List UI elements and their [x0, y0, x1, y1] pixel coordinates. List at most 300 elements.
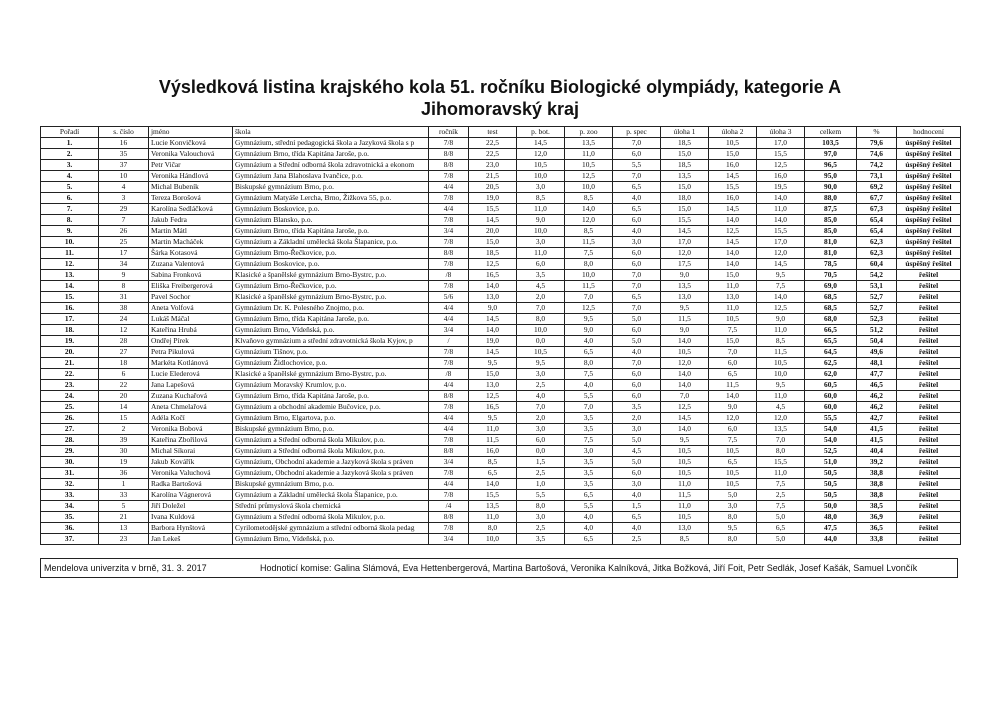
cell-task-2: 8,0 [709, 512, 757, 523]
table-row [41, 391, 961, 402]
cell-total: 88,0 [805, 193, 857, 204]
cell-name: Lukáš Máčal [149, 314, 233, 325]
cell-id: 39 [99, 435, 149, 446]
cell-p-spec: 4,0 [613, 193, 661, 204]
cell-rating: řešitel [897, 303, 961, 314]
cell-percent: 50,4 [857, 336, 897, 347]
cell-p-bot: 11,0 [517, 204, 565, 215]
cell-percent: 38,8 [857, 479, 897, 490]
cell-percent: 67,3 [857, 204, 897, 215]
cell-id: 12 [99, 325, 149, 336]
cell-id: 24 [99, 314, 149, 325]
cell-task-1: 13,0 [661, 292, 709, 303]
cell-task-3: 13,5 [757, 424, 805, 435]
cell-percent: 51,2 [857, 325, 897, 336]
cell-total: 87,5 [805, 204, 857, 215]
cell-total: 54,0 [805, 435, 857, 446]
cell-task-2: 13,0 [709, 292, 757, 303]
cell-p-spec: 2,5 [613, 534, 661, 545]
table-row [41, 226, 961, 237]
cell-task-3: 5,0 [757, 512, 805, 523]
cell-rating: řešitel [897, 336, 961, 347]
cell-id: 2 [99, 424, 149, 435]
cell-task-1: 11,0 [661, 501, 709, 512]
cell-percent: 49,6 [857, 347, 897, 358]
cell-task-2: 14,0 [709, 215, 757, 226]
cell-task-2: 11,0 [709, 303, 757, 314]
cell-name: Jiří Doležel [149, 501, 233, 512]
cell-p-zoo: 5,5 [565, 501, 613, 512]
cell-p-zoo: 12,0 [565, 215, 613, 226]
table-row [41, 358, 961, 369]
cell-grade: 7/8 [429, 468, 469, 479]
cell-rank: 27. [41, 424, 99, 435]
cell-task-3: 9,5 [757, 270, 805, 281]
cell-grade: 7/8 [429, 281, 469, 292]
cell-rating: úspěšný řešitel [897, 138, 961, 149]
column-header-test: test [469, 127, 517, 138]
cell-p-zoo: 8,0 [565, 358, 613, 369]
cell-task-2: 8,0 [709, 534, 757, 545]
cell-p-bot: 8,0 [517, 501, 565, 512]
cell-school: Gymnázium Matyáše Lercha, Brno, Žižkova 55, p.o. [233, 193, 429, 204]
cell-school: Biskupské gymnázium Brno, p.o. [233, 182, 429, 193]
cell-id: 6 [99, 369, 149, 380]
cell-rank: 25. [41, 402, 99, 413]
table-row [41, 138, 961, 149]
cell-task-3: 14,0 [757, 193, 805, 204]
cell-total: 62,5 [805, 358, 857, 369]
cell-p-spec: 6,0 [613, 248, 661, 259]
cell-task-1: 12,0 [661, 248, 709, 259]
cell-total: 62,0 [805, 369, 857, 380]
cell-percent: 60,4 [857, 259, 897, 270]
cell-task-3: 14,0 [757, 215, 805, 226]
cell-rank: 33. [41, 490, 99, 501]
cell-task-1: 14,0 [661, 424, 709, 435]
table-row [41, 501, 961, 512]
cell-id: 10 [99, 171, 149, 182]
cell-p-bot: 12,0 [517, 149, 565, 160]
cell-school: Gymnázium a Střední odborná škola zdravotnická a ekonom [233, 160, 429, 171]
cell-grade: / [429, 336, 469, 347]
cell-name: Ivana Kuldová [149, 512, 233, 523]
cell-p-spec: 6,0 [613, 259, 661, 270]
cell-name: Petra Pikulová [149, 347, 233, 358]
column-header-grade: ročník [429, 127, 469, 138]
cell-grade: 7/8 [429, 215, 469, 226]
cell-percent: 54,2 [857, 270, 897, 281]
table-row [41, 259, 961, 270]
cell-name: Aneta Chmelařová [149, 402, 233, 413]
cell-p-spec: 7,0 [613, 270, 661, 281]
cell-task-2: 11,0 [709, 281, 757, 292]
cell-rank: 28. [41, 435, 99, 446]
cell-task-3: 8,5 [757, 336, 805, 347]
cell-total: 95,0 [805, 171, 857, 182]
cell-total: 81,0 [805, 248, 857, 259]
cell-task-1: 11,5 [661, 490, 709, 501]
cell-percent: 79,6 [857, 138, 897, 149]
cell-test: 9,5 [469, 413, 517, 424]
cell-name: Veronika Bobová [149, 424, 233, 435]
cell-rating: úspěšný řešitel [897, 182, 961, 193]
cell-task-2: 14,5 [709, 204, 757, 215]
cell-id: 38 [99, 303, 149, 314]
cell-p-zoo: 7,5 [565, 435, 613, 446]
cell-p-bot: 4,0 [517, 391, 565, 402]
cell-rank: 1. [41, 138, 99, 149]
cell-rating: úspěšný řešitel [897, 149, 961, 160]
table-row [41, 402, 961, 413]
table-row [41, 281, 961, 292]
table-row [41, 523, 961, 534]
cell-task-1: 17,5 [661, 259, 709, 270]
cell-p-zoo: 3,5 [565, 424, 613, 435]
cell-p-bot: 14,5 [517, 138, 565, 149]
cell-task-3: 11,0 [757, 204, 805, 215]
cell-test: 19,0 [469, 336, 517, 347]
cell-grade: 4/4 [429, 413, 469, 424]
cell-percent: 62,3 [857, 237, 897, 248]
cell-school: Gymnázium a obchodní akademie Bučovice, p.o. [233, 402, 429, 413]
cell-p-zoo: 4,0 [565, 336, 613, 347]
column-header-p-spec: p. spec [613, 127, 661, 138]
cell-school: Gymnázium Brno, třída Kapitána Jaroše, p.o. [233, 314, 429, 325]
cell-school: Biskupské gymnázium Brno, p.o. [233, 424, 429, 435]
cell-p-bot: 7,0 [517, 402, 565, 413]
cell-id: 37 [99, 160, 149, 171]
cell-p-spec: 3,0 [613, 237, 661, 248]
cell-school: Gymnázium Brno, třída Kapitána Jaroše, p.o. [233, 226, 429, 237]
cell-rating: řešitel [897, 391, 961, 402]
cell-rank: 3. [41, 160, 99, 171]
cell-total: 66,5 [805, 325, 857, 336]
cell-task-3: 6,5 [757, 523, 805, 534]
cell-id: 9 [99, 270, 149, 281]
cell-id: 33 [99, 490, 149, 501]
cell-rating: řešitel [897, 424, 961, 435]
cell-task-2: 15,0 [709, 149, 757, 160]
cell-p-spec: 5,5 [613, 160, 661, 171]
column-header-name: jméno [149, 127, 233, 138]
cell-percent: 74,6 [857, 149, 897, 160]
cell-total: 55,5 [805, 413, 857, 424]
cell-rating: řešitel [897, 380, 961, 391]
table-row [41, 457, 961, 468]
table-row [41, 204, 961, 215]
column-header-task-1: úloha 1 [661, 127, 709, 138]
cell-grade: 7/8 [429, 402, 469, 413]
cell-rating: řešitel [897, 281, 961, 292]
cell-id: 1 [99, 479, 149, 490]
cell-percent: 41,5 [857, 435, 897, 446]
cell-percent: 74,2 [857, 160, 897, 171]
cell-school: Gymnázium Brno, třída Kapitána Jaroše, p.o. [233, 391, 429, 402]
cell-grade: /8 [429, 270, 469, 281]
cell-name: Jan Lekeš [149, 534, 233, 545]
cell-name: Zuzana Valentová [149, 259, 233, 270]
cell-p-bot: 2,0 [517, 292, 565, 303]
cell-school: Gymnázium Brno, Elgartova, p.o. [233, 413, 429, 424]
table-row [41, 490, 961, 501]
cell-total: 68,5 [805, 292, 857, 303]
cell-rating: úspěšný řešitel [897, 204, 961, 215]
cell-p-zoo: 11,5 [565, 281, 613, 292]
table-row [41, 160, 961, 171]
cell-name: Petr Vičar [149, 160, 233, 171]
cell-percent: 62,3 [857, 248, 897, 259]
cell-test: 15,5 [469, 204, 517, 215]
cell-task-3: 7,5 [757, 281, 805, 292]
cell-name: Radka Bartošová [149, 479, 233, 490]
cell-p-bot: 4,5 [517, 281, 565, 292]
cell-id: 4 [99, 182, 149, 193]
cell-name: Barbora Hynštová [149, 523, 233, 534]
cell-p-zoo: 3,5 [565, 479, 613, 490]
cell-school: Gymnázium, Obchodní akademie a Jazyková škola s práven [233, 468, 429, 479]
column-header-percent: % [857, 127, 897, 138]
cell-name: Michal Bubeník [149, 182, 233, 193]
cell-task-3: 14,5 [757, 259, 805, 270]
cell-p-spec: 4,5 [613, 446, 661, 457]
cell-percent: 36,5 [857, 523, 897, 534]
cell-p-zoo: 8,5 [565, 226, 613, 237]
cell-task-3: 15,5 [757, 149, 805, 160]
cell-school: Střední průmyslová škola chemická [233, 501, 429, 512]
column-header-p-bot: p. bot. [517, 127, 565, 138]
table-row [41, 380, 961, 391]
cell-task-2: 9,0 [709, 402, 757, 413]
cell-rank: 26. [41, 413, 99, 424]
cell-total: 70,5 [805, 270, 857, 281]
table-row [41, 237, 961, 248]
cell-task-1: 9,5 [661, 303, 709, 314]
cell-school: Klasické a španělské gymnázium Brno-Bystrc, p.o. [233, 270, 429, 281]
cell-task-1: 10,5 [661, 468, 709, 479]
cell-p-bot: 10,5 [517, 160, 565, 171]
cell-task-3: 8,0 [757, 446, 805, 457]
cell-rating: řešitel [897, 512, 961, 523]
cell-total: 60,0 [805, 402, 857, 413]
cell-rank: 17. [41, 314, 99, 325]
cell-task-1: 18,5 [661, 138, 709, 149]
cell-school: Gymnázium Brno-Řečkovice, p.o. [233, 248, 429, 259]
column-header-total: celkem [805, 127, 857, 138]
cell-id: 8 [99, 281, 149, 292]
cell-grade: 5/6 [429, 292, 469, 303]
cell-percent: 42,7 [857, 413, 897, 424]
cell-p-spec: 3,0 [613, 424, 661, 435]
cell-p-spec: 6,0 [613, 380, 661, 391]
cell-total: 48,0 [805, 512, 857, 523]
cell-name: Sabina Fronková [149, 270, 233, 281]
cell-total: 51,0 [805, 457, 857, 468]
cell-id: 7 [99, 215, 149, 226]
table-row [41, 270, 961, 281]
cell-name: Michal Síkorai [149, 446, 233, 457]
cell-percent: 65,4 [857, 215, 897, 226]
cell-test: 11,0 [469, 512, 517, 523]
cell-grade: 8/8 [429, 446, 469, 457]
cell-p-bot: 1,5 [517, 457, 565, 468]
cell-rating: úspěšný řešitel [897, 248, 961, 259]
cell-p-zoo: 6,5 [565, 347, 613, 358]
cell-percent: 52,7 [857, 303, 897, 314]
cell-total: 64,5 [805, 347, 857, 358]
cell-task-1: 9,0 [661, 270, 709, 281]
cell-school: Gymnázium, Obchodní akademie a Jazyková škola s práven [233, 457, 429, 468]
cell-test: 20,0 [469, 226, 517, 237]
footer-venue-date: Mendelova univerzita v brně, 31. 3. 2017 [44, 563, 207, 573]
cell-task-1: 7,0 [661, 391, 709, 402]
cell-test: 18,5 [469, 248, 517, 259]
cell-p-zoo: 3,0 [565, 446, 613, 457]
cell-percent: 39,2 [857, 457, 897, 468]
cell-id: 23 [99, 534, 149, 545]
cell-p-bot: 2,0 [517, 413, 565, 424]
cell-p-spec: 6,5 [613, 512, 661, 523]
cell-percent: 65,4 [857, 226, 897, 237]
cell-total: 85,0 [805, 215, 857, 226]
cell-task-3: 17,0 [757, 138, 805, 149]
cell-p-zoo: 7,0 [565, 402, 613, 413]
cell-rank: 4. [41, 171, 99, 182]
cell-p-zoo: 8,0 [565, 259, 613, 270]
cell-grade: 4/4 [429, 479, 469, 490]
cell-rank: 5. [41, 182, 99, 193]
cell-task-3: 17,0 [757, 237, 805, 248]
cell-test: 8,0 [469, 523, 517, 534]
cell-name: Aneta Volfová [149, 303, 233, 314]
table-row [41, 215, 961, 226]
cell-p-spec: 6,5 [613, 182, 661, 193]
cell-id: 5 [99, 501, 149, 512]
table-row [41, 347, 961, 358]
cell-task-1: 10,5 [661, 512, 709, 523]
cell-p-bot: 0,0 [517, 336, 565, 347]
cell-p-bot: 7,0 [517, 303, 565, 314]
cell-test: 10,0 [469, 534, 517, 545]
cell-grade: 3/4 [429, 325, 469, 336]
cell-rating: úspěšný řešitel [897, 171, 961, 182]
cell-test: 13,0 [469, 292, 517, 303]
cell-total: 69,0 [805, 281, 857, 292]
cell-total: 96,5 [805, 160, 857, 171]
cell-name: Kateřina Hrubá [149, 325, 233, 336]
cell-grade: 4/4 [429, 303, 469, 314]
cell-rating: úspěšný řešitel [897, 259, 961, 270]
cell-p-zoo: 10,0 [565, 182, 613, 193]
cell-task-3: 11,0 [757, 391, 805, 402]
cell-school: Gymnázium Boskovice, p.o. [233, 259, 429, 270]
cell-name: Veronika Valouchová [149, 149, 233, 160]
cell-task-3: 15,5 [757, 457, 805, 468]
cell-id: 35 [99, 149, 149, 160]
cell-name: Zuzana Kuchařová [149, 391, 233, 402]
cell-id: 13 [99, 523, 149, 534]
cell-percent: 53,1 [857, 281, 897, 292]
cell-id: 17 [99, 248, 149, 259]
cell-total: 52,5 [805, 446, 857, 457]
cell-percent: 38,8 [857, 490, 897, 501]
cell-task-1: 8,5 [661, 534, 709, 545]
cell-test: 14,5 [469, 347, 517, 358]
cell-test: 22,5 [469, 149, 517, 160]
cell-grade: 7/8 [429, 237, 469, 248]
cell-task-1: 11,5 [661, 314, 709, 325]
cell-p-spec: 6,0 [613, 391, 661, 402]
cell-grade: 8/8 [429, 512, 469, 523]
cell-task-2: 14,0 [709, 259, 757, 270]
cell-name: Martin Macháček [149, 237, 233, 248]
cell-rating: řešitel [897, 369, 961, 380]
cell-rank: 6. [41, 193, 99, 204]
cell-p-bot: 10,0 [517, 171, 565, 182]
cell-test: 16,0 [469, 446, 517, 457]
cell-p-zoo: 12,5 [565, 303, 613, 314]
cell-rank: 19. [41, 336, 99, 347]
cell-task-1: 14,0 [661, 336, 709, 347]
cell-grade: 8/8 [429, 248, 469, 259]
cell-task-2: 14,5 [709, 171, 757, 182]
cell-total: 90,0 [805, 182, 857, 193]
cell-school: Gymnázium Boskovice, p.o. [233, 204, 429, 215]
cell-p-spec: 4,0 [613, 347, 661, 358]
cell-test: 20,5 [469, 182, 517, 193]
cell-grade: 7/8 [429, 358, 469, 369]
cell-p-zoo: 3,5 [565, 468, 613, 479]
table-row [41, 424, 961, 435]
cell-id: 21 [99, 512, 149, 523]
table-row [41, 369, 961, 380]
cell-school: Cyrilometodějské gymnázium a střední odborná škola pedag [233, 523, 429, 534]
cell-percent: 52,3 [857, 314, 897, 325]
cell-task-2: 16,0 [709, 160, 757, 171]
cell-p-bot: 9,5 [517, 358, 565, 369]
cell-school: Gymnázium Brno, třída Kapitána Jaroše, p.o. [233, 149, 429, 160]
cell-task-2: 10,5 [709, 138, 757, 149]
cell-percent: 48,1 [857, 358, 897, 369]
table-row [41, 182, 961, 193]
cell-id: 18 [99, 358, 149, 369]
document-subtitle: Jihomoravský kraj [420, 99, 580, 119]
cell-name: Karolína Sedláčková [149, 204, 233, 215]
cell-task-1: 12,5 [661, 402, 709, 413]
cell-name: Adéla Kočí [149, 413, 233, 424]
footer-committee: Hodnoticí komise: Galina Slámová, Eva Hettenbergerová, Martina Bartošová, Veronika Kalníková, Jitka Božková, Jiří Foit, Petr Sedlák, Josef Kašák, Samuel Lvončík [260, 563, 918, 573]
cell-task-3: 7,5 [757, 501, 805, 512]
cell-rank: 23. [41, 380, 99, 391]
cell-task-1: 15,5 [661, 215, 709, 226]
cell-task-3: 10,0 [757, 369, 805, 380]
cell-rating: úspěšný řešitel [897, 193, 961, 204]
cell-test: 14,0 [469, 281, 517, 292]
cell-task-3: 12,5 [757, 303, 805, 314]
cell-percent: 40,4 [857, 446, 897, 457]
cell-total: 81,0 [805, 237, 857, 248]
cell-rating: řešitel [897, 325, 961, 336]
cell-test: 13,0 [469, 380, 517, 391]
cell-total: 103,5 [805, 138, 857, 149]
cell-p-spec: 3,0 [613, 479, 661, 490]
cell-name: Markéta Kotlánová [149, 358, 233, 369]
cell-task-2: 15,0 [709, 270, 757, 281]
cell-p-zoo: 4,0 [565, 380, 613, 391]
cell-p-zoo: 7,5 [565, 369, 613, 380]
cell-rank: 11. [41, 248, 99, 259]
document-title: Výsledková listina krajského kola 51. ročníku Biologické olympiády, kategorie A [158, 77, 842, 97]
